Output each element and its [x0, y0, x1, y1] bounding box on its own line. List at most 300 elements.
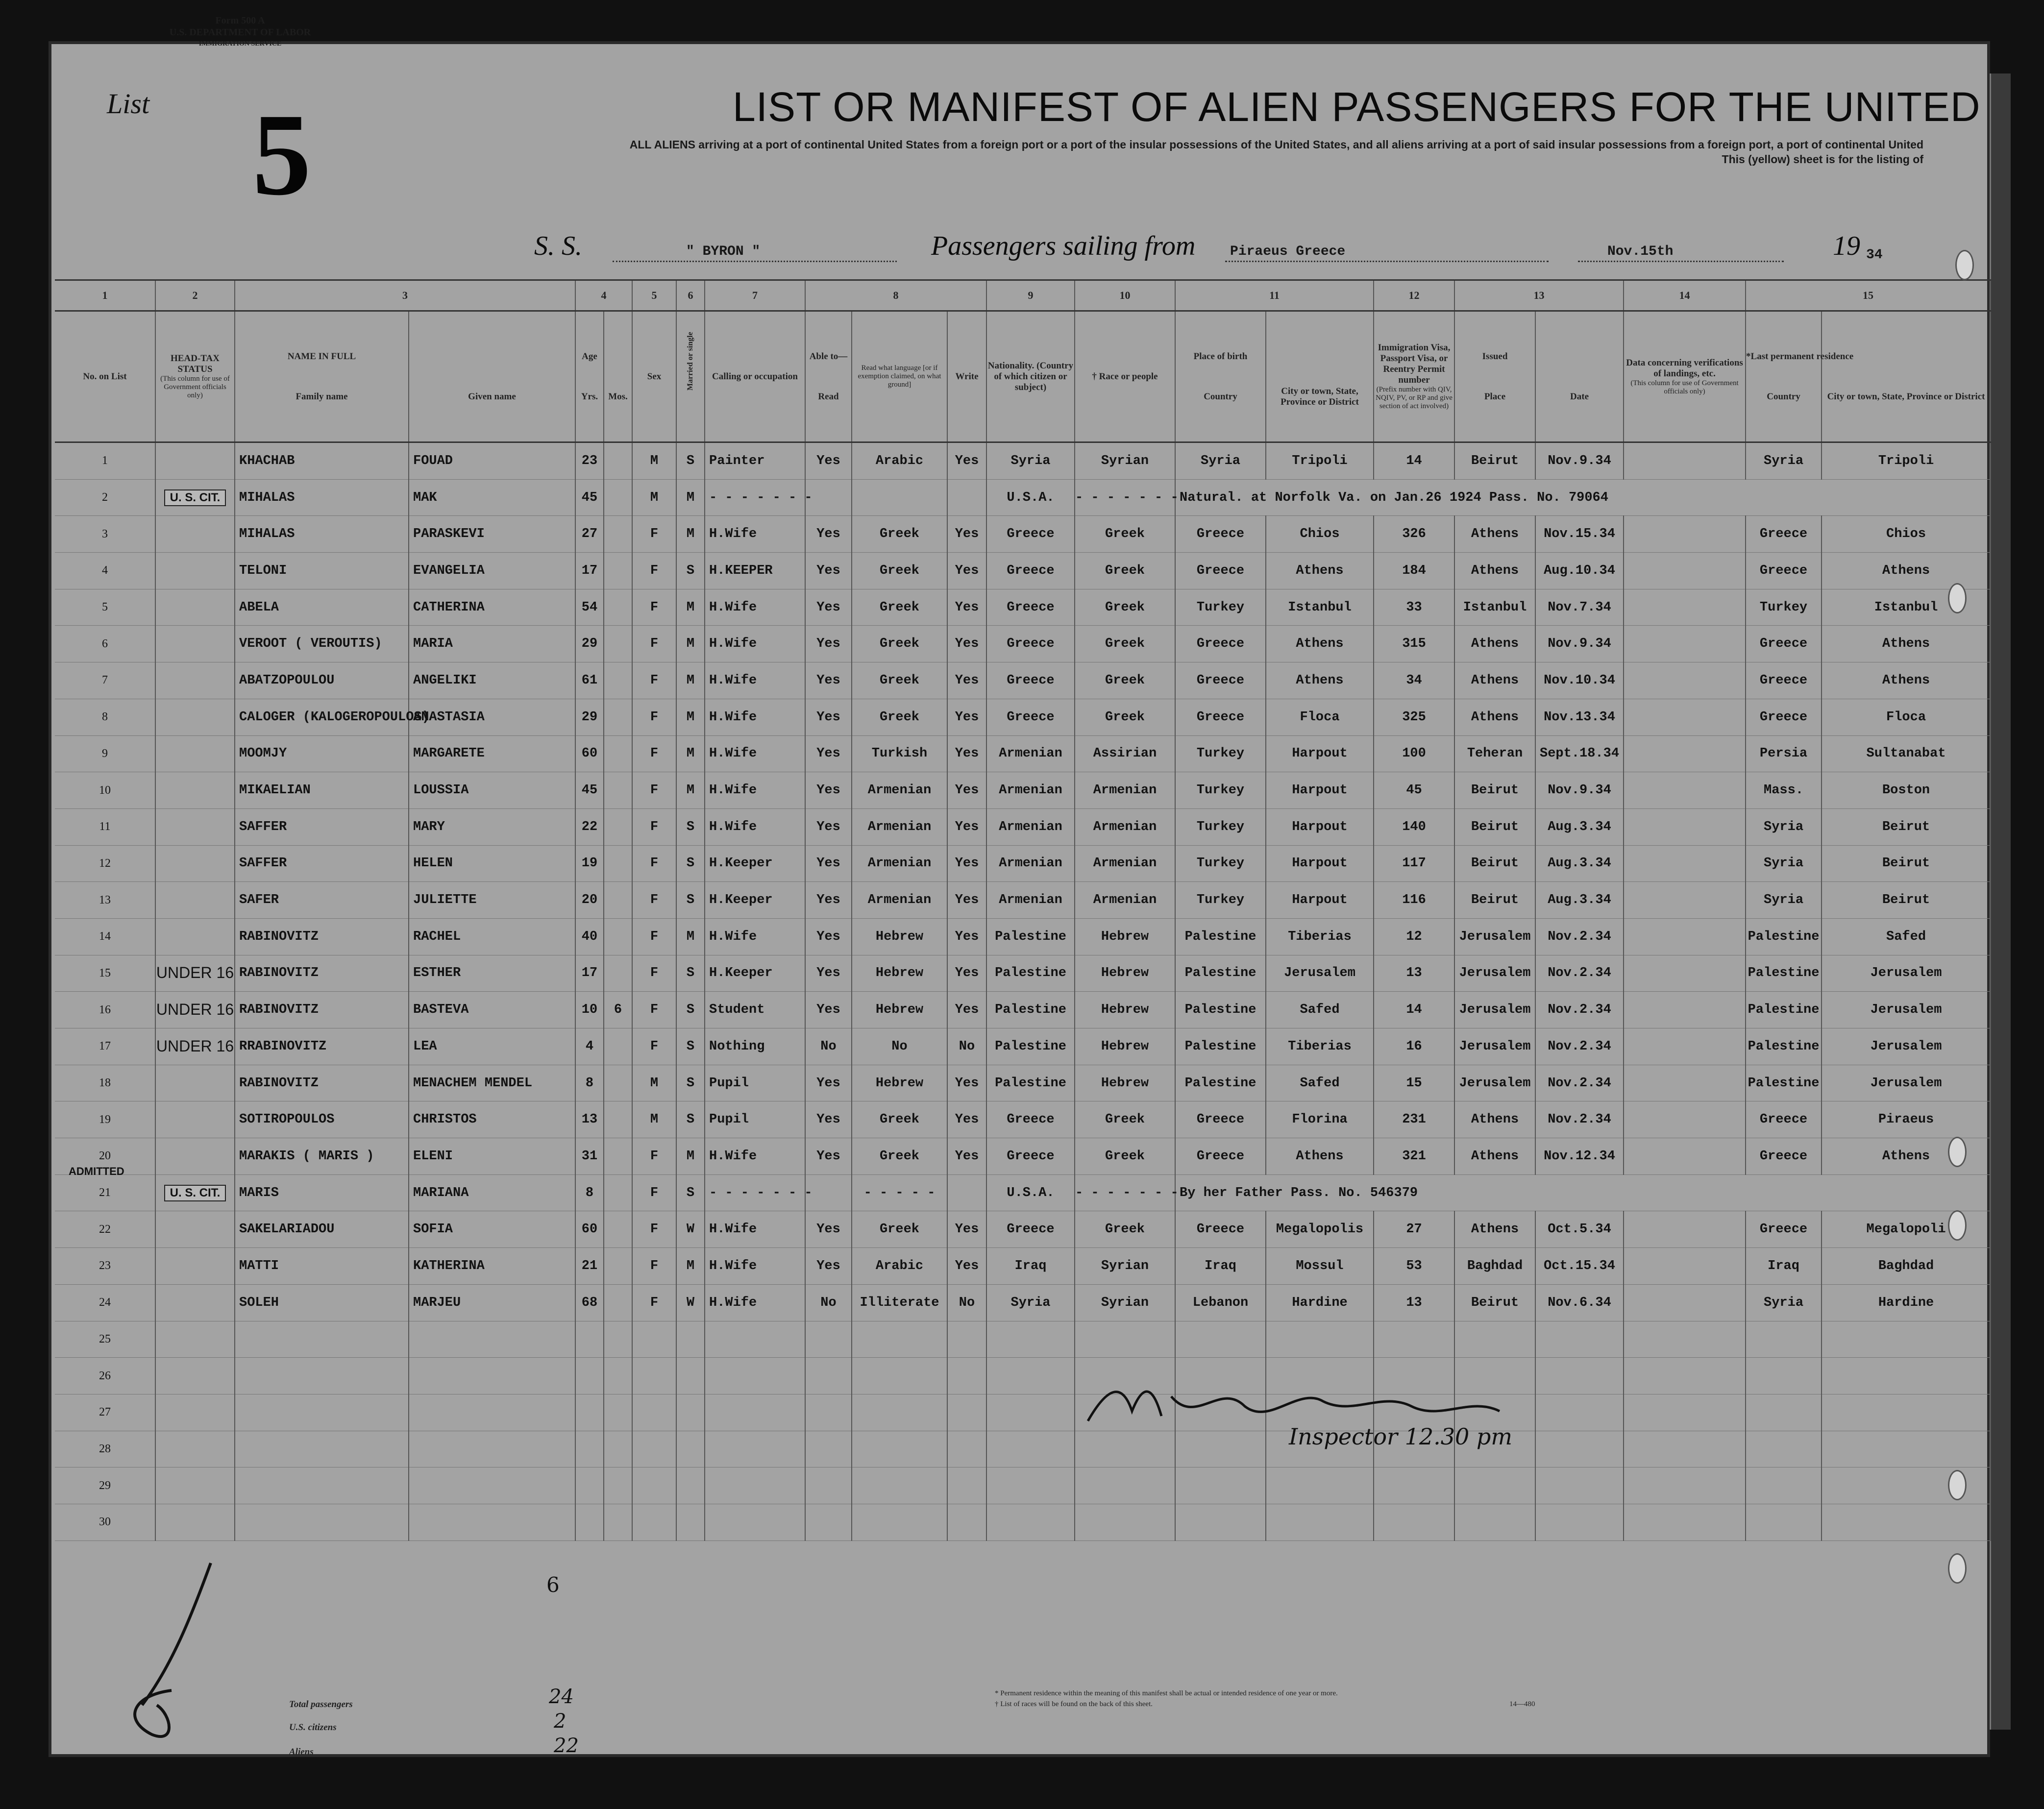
- cell-idate: Aug.3.34: [1535, 882, 1624, 919]
- cell-nat: U.S.A.: [986, 1174, 1075, 1211]
- cell-read: Yes: [805, 1211, 852, 1248]
- cell-given: PARASKEVI: [409, 516, 575, 553]
- form-line: Form 500 A: [215, 15, 265, 26]
- cell-mos: [604, 1211, 632, 1248]
- cell-rcountry: [1746, 1504, 1822, 1540]
- cell-bcountry: Greece: [1175, 516, 1266, 553]
- cell-race: [1075, 1504, 1175, 1540]
- cell-n: 5: [55, 589, 155, 626]
- cell-read: [805, 1431, 852, 1467]
- cell-status: [155, 1431, 235, 1467]
- cell-read: Yes: [805, 918, 852, 955]
- cell-mos: 6: [604, 992, 632, 1028]
- cell-yrs: 21: [575, 1248, 604, 1285]
- header-sex: Sex: [632, 311, 676, 442]
- table-row: [55, 1284, 1991, 1321]
- col-number: 4: [575, 280, 632, 311]
- cell-sex: F: [632, 553, 676, 589]
- col-number: 15: [1746, 280, 1991, 311]
- cell-yrs: 29: [575, 626, 604, 662]
- cell-ms: M: [676, 918, 705, 955]
- cell-visa: 33: [1374, 589, 1454, 626]
- cell-sex: [632, 1431, 676, 1467]
- cell-bcountry: [1175, 1467, 1266, 1504]
- cell-ms: M: [676, 479, 705, 516]
- cell-yrs: 60: [575, 735, 604, 772]
- cell-given: [409, 1431, 575, 1467]
- cell-family: VEROOT ( VEROUTIS): [235, 626, 409, 662]
- cell-ms: M: [676, 772, 705, 809]
- cell-rcountry: Turkey: [1746, 589, 1822, 626]
- cell-n: 14: [55, 918, 155, 955]
- cell-calling: H.Wife: [705, 516, 805, 553]
- cell-write: Yes: [947, 772, 986, 809]
- cell-ms: M: [676, 662, 705, 699]
- table-row: [55, 1138, 1991, 1175]
- cell-lang: [852, 1321, 947, 1358]
- col-number: 11: [1175, 280, 1374, 311]
- cell-family: SAFER: [235, 882, 409, 919]
- cell-nat: [986, 1467, 1075, 1504]
- cell-race: Armenian: [1075, 772, 1175, 809]
- cell-write: Yes: [947, 553, 986, 589]
- cell-rcountry: Iraq: [1746, 1248, 1822, 1285]
- cell-mos: [604, 882, 632, 919]
- cell-read: [805, 1358, 852, 1394]
- cell-rcountry: Palestine: [1746, 1065, 1822, 1101]
- cell-iplace: [1454, 1467, 1535, 1504]
- punch-hole: [1948, 583, 1967, 613]
- cell-rcountry: Palestine: [1746, 918, 1822, 955]
- cell-family: SAFFER: [235, 808, 409, 845]
- cell-idate: [1535, 1321, 1624, 1358]
- cell-calling: Nothing: [705, 1028, 805, 1065]
- cell-lang: [852, 1467, 947, 1504]
- cell-ms: S: [676, 553, 705, 589]
- cell-bcountry: Greece: [1175, 553, 1266, 589]
- cell-bcountry: Palestine: [1175, 992, 1266, 1028]
- col-number: 5: [632, 280, 676, 311]
- cell-verif: [1624, 516, 1746, 553]
- col-number: 13: [1454, 280, 1624, 311]
- cell-family: [235, 1504, 409, 1540]
- cell-visa: [1374, 1504, 1454, 1540]
- cell-lang: Turkish: [852, 735, 947, 772]
- issued-label: Issued: [1482, 351, 1508, 362]
- cell-verif: [1624, 699, 1746, 735]
- cell-bcity: Harpout: [1266, 882, 1374, 919]
- table-row: [55, 699, 1991, 735]
- cell-mos: [604, 1431, 632, 1467]
- head-tax-note: (This column for use of Government officials only): [160, 375, 230, 399]
- cell-bcity: Tripoli: [1266, 442, 1374, 480]
- cell-mos: [604, 1358, 632, 1394]
- cell-rcity: Safed: [1822, 918, 1991, 955]
- family-name-label: Family name: [296, 391, 348, 402]
- cell-visa: 53: [1374, 1248, 1454, 1285]
- sailing-label: Passengers sailing from: [931, 231, 1196, 261]
- cell-idate: Nov.15.34: [1535, 516, 1624, 553]
- table-row: [55, 479, 1991, 516]
- table-row: [55, 808, 1991, 845]
- cell-calling: Painter: [705, 442, 805, 480]
- cell-iplace: Beirut: [1454, 808, 1535, 845]
- cell-write: Yes: [947, 516, 986, 553]
- cell-read: [805, 1467, 852, 1504]
- table-row: [55, 1101, 1991, 1138]
- cell-verif: [1624, 808, 1746, 845]
- cell-sex: F: [632, 626, 676, 662]
- cell-bcity: Floca: [1266, 699, 1374, 735]
- cell-write: Yes: [947, 845, 986, 882]
- cell-nat: Armenian: [986, 882, 1075, 919]
- cell-read: No: [805, 1028, 852, 1065]
- cell-race: Hebrew: [1075, 1028, 1175, 1065]
- cell-bcountry: Turkey: [1175, 882, 1266, 919]
- cell-mos: [604, 1065, 632, 1101]
- cell-race: Syrian: [1075, 442, 1175, 480]
- cell-sex: F: [632, 955, 676, 992]
- ship-name: " BYRON ": [686, 244, 761, 259]
- cell-calling: [705, 1431, 805, 1467]
- manifest-table: [55, 279, 1991, 1541]
- page-title: LIST OR MANIFEST OF ALIEN PASSENGERS FOR THE UNITED: [733, 84, 1981, 130]
- cell-ms: M: [676, 516, 705, 553]
- res-country-label: Country: [1767, 391, 1800, 402]
- cell-status: [155, 1174, 235, 1211]
- cell-idate: Nov.2.34: [1535, 918, 1624, 955]
- cell-yrs: 68: [575, 1284, 604, 1321]
- cell-write: [947, 1467, 986, 1504]
- cell-read: Yes: [805, 589, 852, 626]
- cell-write: Yes: [947, 1101, 986, 1138]
- punch-hole: [1948, 1210, 1967, 1241]
- cell-calling: H.Keeper: [705, 882, 805, 919]
- cell-rcity: Athens: [1822, 626, 1991, 662]
- cell-bcountry: Greece: [1175, 626, 1266, 662]
- cell-n: 25: [55, 1321, 155, 1358]
- cell-status: [155, 626, 235, 662]
- table-row: [55, 1174, 1991, 1211]
- cell-bcity: [1266, 1467, 1374, 1504]
- cell-sex: F: [632, 662, 676, 699]
- cell-verif: [1624, 845, 1746, 882]
- cell-sex: F: [632, 1284, 676, 1321]
- table-row: [55, 1467, 1991, 1504]
- cell-sex: F: [632, 772, 676, 809]
- cell-rcity: Athens: [1822, 553, 1991, 589]
- header-res-city: [1822, 311, 1991, 442]
- table-row: [55, 1358, 1991, 1394]
- cell-ms: M: [676, 699, 705, 735]
- cell-read: Yes: [805, 955, 852, 992]
- cell-rcity: [1822, 1504, 1991, 1540]
- cell-calling: H.Wife: [705, 589, 805, 626]
- cell-yrs: 10: [575, 992, 604, 1028]
- cell-rcountry: [1746, 1394, 1822, 1431]
- cell-verif: [1624, 1394, 1746, 1431]
- cell-bcity: Safed: [1266, 992, 1374, 1028]
- cell-read: Yes: [805, 516, 852, 553]
- cell-visa: 315: [1374, 626, 1454, 662]
- cell-bcity: Istanbul: [1266, 589, 1374, 626]
- cell-mos: [604, 1467, 632, 1504]
- cell-yrs: 17: [575, 955, 604, 992]
- cell-verif: [1624, 589, 1746, 626]
- cell-family: SOLEH: [235, 1284, 409, 1321]
- cell-write: [947, 1431, 986, 1467]
- cell-bcountry: Turkey: [1175, 735, 1266, 772]
- cell-n: 10: [55, 772, 155, 809]
- cell-family: TELONI: [235, 553, 409, 589]
- cell-calling: H.Keeper: [705, 845, 805, 882]
- margin-mark: [113, 1558, 221, 1744]
- cell-race: Greek: [1075, 626, 1175, 662]
- header-married: [676, 311, 705, 442]
- cell-write: [947, 1321, 986, 1358]
- cell-mos: [604, 1174, 632, 1211]
- cell-mos: [604, 1394, 632, 1431]
- cell-yrs: 29: [575, 699, 604, 735]
- cell-read: [805, 1394, 852, 1431]
- birth-country-label: Country: [1204, 391, 1237, 402]
- cell-sex: F: [632, 882, 676, 919]
- cell-sex: [632, 1321, 676, 1358]
- cell-status: [155, 1394, 235, 1431]
- cell-idate: Nov.2.34: [1535, 1065, 1624, 1101]
- cell-rcountry: Greece: [1746, 626, 1822, 662]
- cell-verif: [1624, 626, 1746, 662]
- cell-status: [155, 808, 235, 845]
- cell-yrs: [575, 1467, 604, 1504]
- cell-ms: S: [676, 845, 705, 882]
- cell-nat: Syria: [986, 442, 1075, 480]
- cell-rcity: Athens: [1822, 1138, 1991, 1175]
- cell-mos: [604, 662, 632, 699]
- cell-race: Assirian: [1075, 735, 1175, 772]
- cell-bcity: Harpout: [1266, 808, 1374, 845]
- col-number: 1: [55, 280, 155, 311]
- cell-family: SAKELARIADOU: [235, 1211, 409, 1248]
- list-number: 5: [252, 89, 311, 220]
- cell-status: [155, 553, 235, 589]
- cell-calling: H.Wife: [705, 772, 805, 809]
- cell-write: Yes: [947, 626, 986, 662]
- cell-given: RACHEL: [409, 918, 575, 955]
- header-given-name: [409, 311, 575, 442]
- cell-ms: S: [676, 1174, 705, 1211]
- cell-bcountry: [1175, 1321, 1266, 1358]
- cell-rcity: Floca: [1822, 699, 1991, 735]
- cell-write: Yes: [947, 808, 986, 845]
- cell-iplace: Jerusalem: [1454, 1028, 1535, 1065]
- cell-visa: 27: [1374, 1211, 1454, 1248]
- cell-status: [155, 772, 235, 809]
- col-number: 14: [1624, 280, 1746, 311]
- cell-status: [155, 1321, 235, 1358]
- cell-lang: [852, 1504, 947, 1540]
- cell-bcity: Chios: [1266, 516, 1374, 553]
- cell-family: MIKAELIAN: [235, 772, 409, 809]
- date-line: [1578, 261, 1784, 262]
- form-line: U.S. DEPARTMENT OF LABOR: [169, 27, 311, 38]
- cell-status: [155, 699, 235, 735]
- cell-verif: [1624, 442, 1746, 480]
- cell-n: 13: [55, 882, 155, 919]
- cell-lang: [852, 1394, 947, 1431]
- cell-lang: Greek: [852, 699, 947, 735]
- cell-calling: [705, 1467, 805, 1504]
- cell-rcity: Jerusalem: [1822, 992, 1991, 1028]
- cell-visa: 326: [1374, 516, 1454, 553]
- cell-yrs: 54: [575, 589, 604, 626]
- cell-rcity: Baghdad: [1822, 1248, 1991, 1285]
- cell-family: CALOGER (KALOGEROPOULOS): [235, 699, 409, 735]
- col-number: 12: [1374, 280, 1454, 311]
- cell-race: Hebrew: [1075, 992, 1175, 1028]
- cell-bcountry: Turkey: [1175, 589, 1266, 626]
- cell-status: [155, 1138, 235, 1175]
- list-label: List: [107, 88, 150, 120]
- cell-ms: M: [676, 735, 705, 772]
- form-label: [132, 15, 348, 50]
- cell-rcountry: Syria: [1746, 882, 1822, 919]
- cell-mos: [604, 1248, 632, 1285]
- cell-iplace: Athens: [1454, 662, 1535, 699]
- cell-given: [409, 1394, 575, 1431]
- cell-rcountry: Greece: [1746, 1211, 1822, 1248]
- cell-given: BASTEVA: [409, 992, 575, 1028]
- cell-read: Yes: [805, 699, 852, 735]
- cell-race: Greek: [1075, 589, 1175, 626]
- cell-nat: Syria: [986, 1284, 1075, 1321]
- header-head-tax: [155, 311, 235, 442]
- port: Piraeus Greece: [1230, 244, 1346, 259]
- cell-family: RABINOVITZ: [235, 955, 409, 992]
- cell-rcountry: Syria: [1746, 845, 1822, 882]
- cell-lang: [852, 1431, 947, 1467]
- footnote-races: † List of races will be found on the back of this sheet.: [995, 1700, 1153, 1708]
- cell-sex: [632, 1504, 676, 1540]
- name-in-full: NAME IN FULL: [287, 351, 356, 362]
- cell-ms: W: [676, 1211, 705, 1248]
- cell-visa: 325: [1374, 699, 1454, 735]
- cell-write: [947, 479, 986, 516]
- cell-mos: [604, 808, 632, 845]
- aliens-value: 22: [554, 1735, 579, 1757]
- cell-given: MARIANA: [409, 1174, 575, 1211]
- cell-n: 4: [55, 553, 155, 589]
- cell-calling: [705, 1321, 805, 1358]
- cell-calling: Student: [705, 992, 805, 1028]
- cell-mos: [604, 479, 632, 516]
- cell-n: 1: [55, 442, 155, 480]
- header-visa: [1374, 311, 1454, 442]
- language-label: Read what language [or if exemption claimed, on what ground]: [858, 364, 941, 389]
- age-label: Age: [582, 351, 597, 362]
- cell-idate: Nov.7.34: [1535, 589, 1624, 626]
- cell-lang: Greek: [852, 1138, 947, 1175]
- cell-given: KATHERINA: [409, 1248, 575, 1285]
- cell-status: [155, 1211, 235, 1248]
- cell-idate: Nov.13.34: [1535, 699, 1624, 735]
- cell-rcountry: Palestine: [1746, 992, 1822, 1028]
- cell-n: 29: [55, 1467, 155, 1504]
- cell-yrs: [575, 1358, 604, 1394]
- cell-read: No: [805, 1284, 852, 1321]
- cell-family: MIHALAS: [235, 479, 409, 516]
- under-16-stamp: UNDER 16: [156, 1037, 234, 1055]
- table-row: [55, 1504, 1991, 1540]
- cell-given: [409, 1321, 575, 1358]
- cell-n: 11: [55, 808, 155, 845]
- cell-verif: [1624, 992, 1746, 1028]
- cell-lang: [852, 1358, 947, 1394]
- cell-verif: [1624, 1065, 1746, 1101]
- ss-label: S. S.: [534, 231, 582, 261]
- cell-iplace: Baghdad: [1454, 1248, 1535, 1285]
- cell-ms: W: [676, 1284, 705, 1321]
- cell-yrs: 23: [575, 442, 604, 480]
- cell-rcountry: [1746, 1431, 1822, 1467]
- cell-ms: S: [676, 955, 705, 992]
- cell-race: Hebrew: [1075, 918, 1175, 955]
- cell-bcity: Megalopolis: [1266, 1211, 1374, 1248]
- cell-bcity: Tiberias: [1266, 1028, 1374, 1065]
- header-language: [852, 311, 947, 442]
- cell-bcountry: [1175, 1431, 1266, 1467]
- cell-ms: [676, 1467, 705, 1504]
- cell-status: [155, 992, 235, 1028]
- cell-sex: F: [632, 918, 676, 955]
- cell-race: Armenian: [1075, 882, 1175, 919]
- cell-iplace: Istanbul: [1454, 589, 1535, 626]
- cell-lang: Greek: [852, 626, 947, 662]
- cell-yrs: 8: [575, 1065, 604, 1101]
- cell-nat: Armenian: [986, 808, 1075, 845]
- cell-nat: U.S.A.: [986, 479, 1075, 516]
- cell-lang: Arabic: [852, 442, 947, 480]
- cell-status: [155, 1248, 235, 1285]
- cell-lang: Armenian: [852, 845, 947, 882]
- cell-rcountry: Greece: [1746, 662, 1822, 699]
- cell-rcity: Sultanabat: [1822, 735, 1991, 772]
- cell-status: [155, 516, 235, 553]
- cell-write: Yes: [947, 1211, 986, 1248]
- cell-status: [155, 1284, 235, 1321]
- cell-nat: Greece: [986, 553, 1075, 589]
- cell-n: 23: [55, 1248, 155, 1285]
- cell-bcity: Harpout: [1266, 735, 1374, 772]
- cell-idate: Nov.2.34: [1535, 1028, 1624, 1065]
- cell-mos: [604, 442, 632, 480]
- cell-visa: 100: [1374, 735, 1454, 772]
- cell-sex: [632, 1358, 676, 1394]
- cell-yrs: [575, 1431, 604, 1467]
- cell-ms: S: [676, 1065, 705, 1101]
- under-16-stamp: UNDER 16: [156, 964, 234, 982]
- cell-read: Yes: [805, 1065, 852, 1101]
- cell-idate: Sept.18.34: [1535, 735, 1624, 772]
- cell-idate: Nov.10.34: [1535, 662, 1624, 699]
- sailing-date: Nov.15th: [1607, 244, 1674, 259]
- col-number: 10: [1075, 280, 1175, 311]
- cell-lang: Arabic: [852, 1248, 947, 1285]
- cell-visa: 13: [1374, 1284, 1454, 1321]
- cell-verif: [1624, 955, 1746, 992]
- cell-calling: H.Wife: [705, 1248, 805, 1285]
- cell-family: SOTIROPOULOS: [235, 1101, 409, 1138]
